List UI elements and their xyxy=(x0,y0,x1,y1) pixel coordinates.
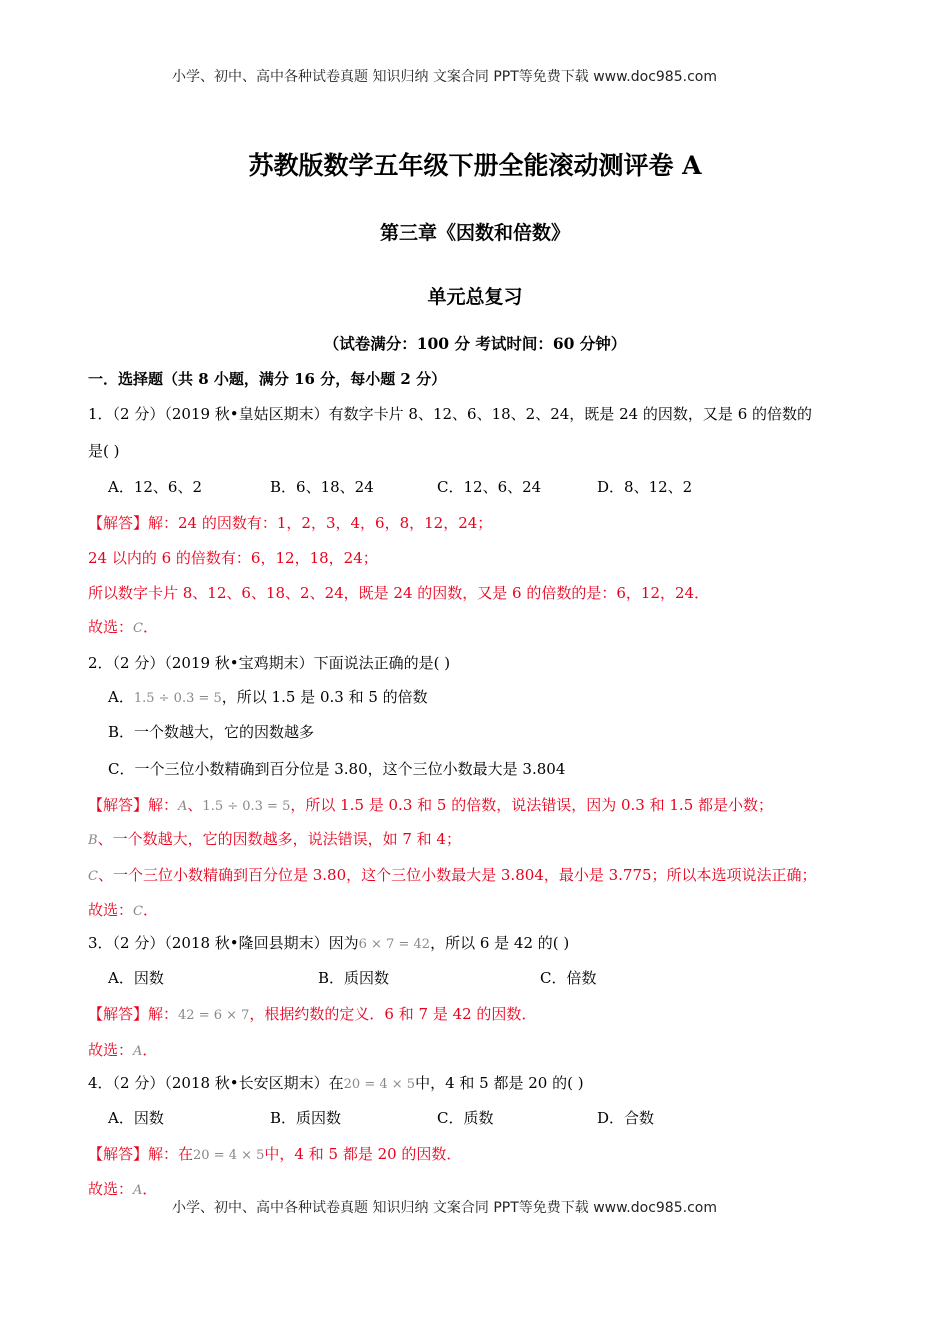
choice-label: 故选： xyxy=(88,618,134,636)
answer-prefix: 【解答】解： xyxy=(88,796,179,814)
unit-title: 单元总复习 xyxy=(427,286,523,308)
q1-answer-line3: 所以数字卡片 8、12、6、18、2、24，既是 24 的因数，又是 6 的倍数的是：6，12，24． xyxy=(88,584,710,602)
q2-answer-b xyxy=(88,828,461,849)
page-title: 苏教版数学五年级下册全能滚动测评卷 A xyxy=(248,151,702,180)
math-expression: 1.5 ÷ 0.3 = 5 xyxy=(202,799,291,814)
q1-option-c: C．12、6、24 xyxy=(437,478,542,496)
choice-value: C xyxy=(133,904,143,919)
choice-end: ． xyxy=(142,1041,158,1059)
answer-prefix: 【解答】解： xyxy=(88,1005,179,1023)
q2-answer-c xyxy=(88,864,817,885)
exam-info: （试卷满分：100 分 考试时间：60 分钟） xyxy=(323,334,627,353)
question-text: 3．（2 分）（2018 秋•隆回县期末）因为 xyxy=(88,934,359,952)
math-expression: 6 × 7 = 42 xyxy=(358,937,431,952)
choice-label: 故选： xyxy=(88,901,134,919)
question-text-cont: ，所以 6 是 42 的( ) xyxy=(430,934,570,952)
answer-text: ，根据约数的定义．6 和 7 是 42 的因数． xyxy=(249,1005,537,1023)
option-prefix: A． xyxy=(108,688,134,706)
choice-label: 故选： xyxy=(88,1180,134,1198)
page-footer: 小学、初中、高中各种试卷真题 知识归纳 文案合同 PPT等免费下载 www.doc985.com xyxy=(172,1200,717,1216)
q2-option-b: B．一个数越大，它的因数越多 xyxy=(108,723,315,741)
q3-answer xyxy=(88,1003,536,1024)
choice-value: A xyxy=(133,1183,143,1198)
q3-option-a: A．因数 xyxy=(108,969,164,987)
question-1-text: 1．（2 分）（2019 秋•皇姑区期末）有数字卡片 8、12、6、18、2、24，既是 24 的因数，又是 6 的倍数的 xyxy=(88,405,813,423)
question-4-text xyxy=(88,1072,584,1093)
math-expression: 42 = 6 × 7 xyxy=(178,1008,250,1023)
answer-prefix: 【解答】解：在 xyxy=(88,1145,194,1163)
answer-letter: A xyxy=(178,799,188,814)
q1-option-d: D．8、12、2 xyxy=(597,478,693,496)
question-text-cont: 中，4 和 5 都是 20 的( ) xyxy=(415,1074,584,1092)
q2-answer-a xyxy=(88,794,773,815)
q4-option-b: B．质因数 xyxy=(270,1109,342,1127)
answer-text: ，所以 1.5 是 0.3 和 5 的倍数，说法错误，因为 0.3 和 1.5 都是小数； xyxy=(290,796,774,814)
q4-option-a: A．因数 xyxy=(108,1109,164,1127)
answer-letter: C xyxy=(88,869,98,884)
q4-answer xyxy=(88,1143,461,1164)
q1-option-a: A．12、6、2 xyxy=(108,478,203,496)
q1-option-b: B．6、18、24 xyxy=(270,478,374,496)
answer-text: 、一个数越大，它的因数越多，说法错误，如 7 和 4； xyxy=(97,830,461,848)
math-expression: 1.5 ÷ 0.3 = 5 xyxy=(133,691,222,706)
math-expression: 20 = 4 × 5 xyxy=(193,1148,265,1163)
option-text: ，所以 1.5 是 0.3 和 5 的倍数 xyxy=(221,688,428,706)
answer-text: 、一个三位小数精确到百分位是 3.80，这个三位小数最大是 3.804，最小是 3.775；所以本选项说法正确； xyxy=(97,866,817,884)
math-expression: 20 = 4 × 5 xyxy=(343,1077,416,1092)
q1-answer-line1: 【解答】解：24 的因数有：1，2，3，4，6，8，12，24； xyxy=(88,514,493,532)
q4-option-c: C．质数 xyxy=(437,1109,494,1127)
q4-option-d: D．合数 xyxy=(597,1109,655,1127)
page-header: 小学、初中、高中各种试卷真题 知识归纳 文案合同 PPT等免费下载 www.doc985.com xyxy=(172,69,717,85)
choice-end: ． xyxy=(142,901,158,919)
q2-choice xyxy=(88,899,158,920)
choice-end: ． xyxy=(142,1180,158,1198)
q1-answer-line2: 24 以内的 6 的倍数有：6，12，18，24； xyxy=(88,549,378,567)
q1-choice xyxy=(88,616,158,637)
answer-letter: B xyxy=(88,833,98,848)
choice-value: C xyxy=(133,621,143,636)
q2-option-c: C．一个三位小数精确到百分位是 3.80，这个三位小数最大是 3.804 xyxy=(108,760,566,778)
q3-option-b: B．质因数 xyxy=(318,969,390,987)
choice-label: 故选： xyxy=(88,1041,134,1059)
choice-value: A xyxy=(133,1044,143,1059)
question-text: 4．（2 分）（2018 秋•长安区期末）在 xyxy=(88,1074,344,1092)
section-heading: 一．选择题（共 8 小题，满分 16 分，每小题 2 分） xyxy=(88,370,447,388)
q4-choice xyxy=(88,1178,157,1199)
question-1-text-cont: 是( ) xyxy=(88,442,120,460)
q2-option-a xyxy=(108,686,428,707)
separator: 、 xyxy=(187,796,203,814)
q3-option-c: C．倍数 xyxy=(540,969,597,987)
question-2-text: 2．（2 分）（2019 秋•宝鸡期末）下面说法正确的是( ) xyxy=(88,654,451,672)
choice-end: ． xyxy=(142,618,158,636)
q3-choice xyxy=(88,1039,157,1060)
chapter-title: 第三章《因数和倍数》 xyxy=(379,222,570,244)
question-3-text xyxy=(88,932,569,953)
answer-text: 中，4 和 5 都是 20 的因数． xyxy=(264,1145,462,1163)
